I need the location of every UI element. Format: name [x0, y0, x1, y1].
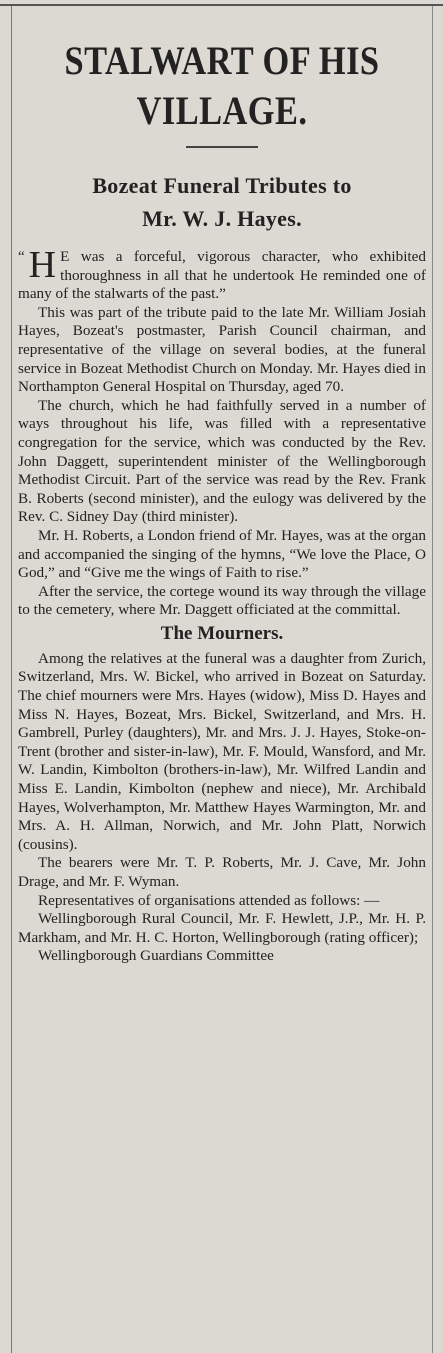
subheadline-line-1: Bozeat Funeral Tributes to: [92, 173, 352, 198]
headline: [47, 36, 398, 136]
headline-line-1: STALWART OF HIS: [64, 38, 380, 83]
paragraph-mourners: Among the relatives at the funeral was a daughter from Zurich, Switzerland, Mrs. W. Bickel, who arrived in Bozeat on Saturday. The chief mourners were Mrs. Hayes (widow), Miss D. Hayes and Miss N. Hayes, Bozeat, Mrs. Bickel, Switzerland, and Mrs. H. Gambrell, Purley (daughters), Mr. and Mrs. J. J. Hayes, Stoke-on-Trent (brother and sister-in-law), Mr. F. Mould, Wansford, and Mr. W. Landin, Kimbolton (brothers-in-law), Mr. Wilfred Landin and Miss E. Landin, Kimbolton (nephew and niece), Mr. Archibald Hayes, Wolverhampton, Mr. Matthew Hayes Warmington, Mr. and Mrs. A. H. Allman, Norwich, and Mr. John Platt, Norwich (cousins).: [18, 649, 426, 853]
section-heading-mourners: The Mourners.: [160, 622, 284, 644]
drop-cap-letter: H: [28, 244, 57, 286]
paragraph-opening: [18, 244, 426, 304]
subheadline-line-2: Mr. W. J. Hayes.: [142, 206, 302, 231]
right-column-rule: [432, 6, 433, 1353]
headline-divider: [186, 146, 258, 148]
subheadline: [18, 169, 426, 235]
paragraph-opening-text: E was a forceful, vigorous character, who exhibited thoroughness in all that he undertook He reminded one of many of the stalwarts of the past.”: [18, 248, 426, 303]
paragraph-rural-council: Wellingborough Rural Council, Mr. F. Hewlett, J.P., Mr. H. P. Markham, and Mr. H. C. Horton, Wellingborough (rating officer);: [18, 910, 426, 946]
paragraph-tribute: This was part of the tribute paid to the late Mr. William Josiah Hayes, Bozeat's postmaster, Parish Council chairman, and representative of the village on several bodies, at the funeral service in Bozeat Methodist Church on Monday. Mr. Hayes died in Northampton General Hospital on Thursday, aged 70.: [18, 303, 426, 396]
paragraph-representatives: Representatives of organisations attended as follows: —: [38, 891, 380, 909]
paragraph-cortege: After the service, the cortege wound its way through the village to the cemetery, where Mr. Daggett officiated at the committal.: [18, 582, 426, 619]
paragraph-bearers: The bearers were Mr. T. P. Roberts, Mr. J. Cave, Mr. John Drage, and Mr. F. Wyman.: [18, 854, 426, 890]
left-column-rule: [11, 6, 12, 1353]
paragraph-service: The church, which he had faithfully served in a number of ways throughout his life, was filled with a representative congregation for the service, which was conducted by the Rev. John Daggett, superintendent minister of the Wellingborough Methodist Circuit. Part of the service was read by the Rev. Frank B. Roberts (second minister), and the eulogy was delivered by the Rev. C. Sidney Day (third minister).: [18, 396, 426, 526]
newspaper-article: [18, 36, 426, 966]
opening-quote: “: [18, 249, 25, 265]
top-column-rule: [0, 4, 443, 6]
headline-line-2: VILLAGE.: [136, 88, 308, 133]
paragraph-organ: Mr. H. Roberts, a London friend of Mr. Hayes, was at the organ and accompanied the singing of the hymns, “We love the Place, O God,” and “Give me the wings of Faith to rise.”: [18, 526, 426, 582]
paragraph-guardians: Wellingborough Guardians Committee: [38, 947, 274, 965]
